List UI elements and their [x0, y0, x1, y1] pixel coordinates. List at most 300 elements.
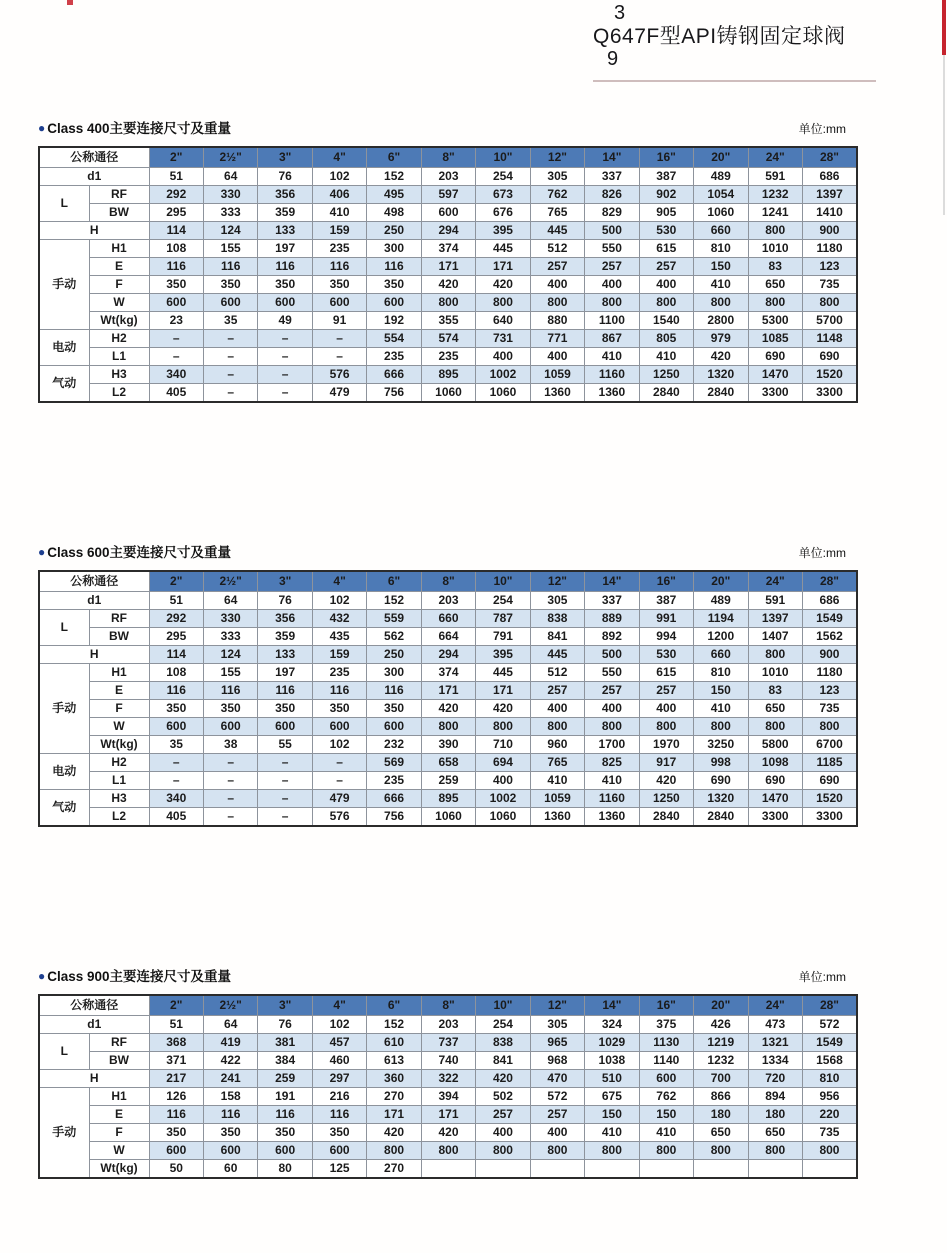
value-cell: 51 [149, 592, 203, 610]
value-cell: 102 [312, 168, 366, 186]
size-header-cell: 3" [258, 147, 312, 168]
value-cell: 76 [258, 168, 312, 186]
value-cell: – [203, 772, 257, 790]
value-cell: 395 [476, 646, 530, 664]
value-cell: 150 [585, 1106, 639, 1124]
value-cell: 489 [694, 168, 748, 186]
value-cell: 615 [639, 240, 693, 258]
value-cell: 826 [585, 186, 639, 204]
size-header-cell: 28" [802, 995, 857, 1016]
value-cell: 574 [421, 330, 475, 348]
value-cell: 998 [694, 754, 748, 772]
value-cell: 116 [149, 1106, 203, 1124]
table-block-1 [38, 541, 858, 827]
value-cell: 257 [530, 1106, 584, 1124]
table-row [39, 1070, 857, 1088]
value-cell: 1029 [585, 1034, 639, 1052]
section-bullet-icon: ● [38, 545, 46, 559]
value-cell: 1232 [748, 186, 802, 204]
value-cell: 1130 [639, 1034, 693, 1052]
table-row [39, 240, 857, 258]
value-cell: 473 [748, 1016, 802, 1034]
value-cell: 333 [203, 204, 257, 222]
nominal-diameter-header: 公称通径 [39, 571, 149, 592]
value-cell: 254 [476, 168, 530, 186]
section-head [38, 965, 858, 985]
value-cell: 1360 [530, 808, 584, 827]
value-cell: 102 [312, 736, 366, 754]
value-cell: 1060 [476, 384, 530, 403]
value-cell: 356 [258, 610, 312, 628]
table-row [39, 1034, 857, 1052]
value-cell: 1321 [748, 1034, 802, 1052]
value-cell: 512 [530, 240, 584, 258]
value-cell: 420 [639, 772, 693, 790]
value-cell: 333 [203, 628, 257, 646]
value-cell: 572 [802, 1016, 857, 1034]
value-cell: – [203, 808, 257, 827]
table-row [39, 384, 857, 403]
size-header-cell: 14" [585, 995, 639, 1016]
value-cell: – [258, 366, 312, 384]
size-header-cell: 24" [748, 995, 802, 1016]
size-header-cell: 20" [694, 571, 748, 592]
value-cell: 762 [530, 186, 584, 204]
value-cell: 1360 [585, 808, 639, 827]
value-cell: 337 [585, 592, 639, 610]
value-cell [639, 1160, 693, 1179]
value-cell: 800 [585, 1142, 639, 1160]
value-cell: 5700 [802, 312, 857, 330]
value-cell: 1002 [476, 790, 530, 808]
row-label: F [89, 1124, 149, 1142]
value-cell: 254 [476, 1016, 530, 1034]
value-cell: 350 [312, 1124, 366, 1142]
size-header-cell: 4" [312, 147, 366, 168]
value-cell: – [203, 384, 257, 403]
table-row [39, 1052, 857, 1070]
value-cell: 64 [203, 592, 257, 610]
size-header-cell: 12" [530, 147, 584, 168]
value-cell: 800 [748, 294, 802, 312]
value-cell: 300 [367, 664, 421, 682]
page-title: Q647F型API铸钢固定球阀 [593, 25, 846, 48]
table-row [39, 646, 857, 664]
value-cell: 666 [367, 366, 421, 384]
value-cell: 591 [748, 168, 802, 186]
size-header-cell: 6" [367, 995, 421, 1016]
page-number-bottom: 9 [607, 48, 619, 70]
table-row [39, 610, 857, 628]
value-cell: 690 [748, 348, 802, 366]
value-cell: 740 [421, 1052, 475, 1070]
value-cell: 406 [312, 186, 366, 204]
group-label: 气动 [39, 366, 89, 403]
page-edge-line [943, 55, 945, 215]
value-cell: 35 [203, 312, 257, 330]
value-cell: 676 [476, 204, 530, 222]
value-cell: 610 [367, 1034, 421, 1052]
value-cell: 330 [203, 610, 257, 628]
value-cell: 1219 [694, 1034, 748, 1052]
value-cell: 479 [312, 384, 366, 403]
value-cell: 91 [312, 312, 366, 330]
dimensions-table [38, 994, 858, 1179]
value-cell: 38 [203, 736, 257, 754]
value-cell: 791 [476, 628, 530, 646]
value-cell: 410 [639, 1124, 693, 1142]
value-cell: 203 [421, 592, 475, 610]
value-cell: 597 [421, 186, 475, 204]
value-cell: 1410 [802, 204, 857, 222]
table-row [39, 682, 857, 700]
value-cell: 731 [476, 330, 530, 348]
value-cell: – [258, 808, 312, 827]
value-cell: 800 [530, 294, 584, 312]
value-cell: 410 [530, 772, 584, 790]
value-cell: 1700 [585, 736, 639, 754]
value-cell: 159 [312, 646, 366, 664]
value-cell: 305 [530, 168, 584, 186]
value-cell: 1054 [694, 186, 748, 204]
value-cell: – [203, 754, 257, 772]
value-cell: 83 [748, 682, 802, 700]
value-cell: 292 [149, 610, 203, 628]
value-cell: 1549 [802, 1034, 857, 1052]
size-header-cell: 2½" [203, 995, 257, 1016]
section-title [38, 117, 231, 137]
value-cell: 257 [476, 1106, 530, 1124]
value-cell: 102 [312, 1016, 366, 1034]
size-header-cell: 20" [694, 995, 748, 1016]
value-cell: 640 [476, 312, 530, 330]
section-head [38, 117, 858, 137]
value-cell: 1470 [748, 366, 802, 384]
value-cell: 554 [367, 330, 421, 348]
value-cell: 1360 [585, 384, 639, 403]
value-cell: 960 [530, 736, 584, 754]
value-cell: 35 [149, 736, 203, 754]
value-cell: 400 [530, 348, 584, 366]
value-cell: – [258, 790, 312, 808]
value-cell: 116 [203, 258, 257, 276]
size-header-cell: 4" [312, 995, 366, 1016]
value-cell: 2840 [694, 384, 748, 403]
value-cell: 1320 [694, 790, 748, 808]
value-cell: 410 [312, 204, 366, 222]
value-cell: 1060 [694, 204, 748, 222]
value-cell: 254 [476, 592, 530, 610]
value-cell: 371 [149, 1052, 203, 1070]
value-cell: 650 [748, 700, 802, 718]
value-cell: 800 [639, 718, 693, 736]
group-label: 电动 [39, 330, 89, 366]
value-cell: 51 [149, 1016, 203, 1034]
title-divider [593, 80, 876, 82]
value-cell: 257 [639, 258, 693, 276]
value-cell: 420 [476, 700, 530, 718]
value-cell: 114 [149, 646, 203, 664]
nominal-diameter-header: 公称通径 [39, 995, 149, 1016]
value-cell: 350 [149, 1124, 203, 1142]
value-cell: 510 [585, 1070, 639, 1088]
value-cell: 2840 [694, 808, 748, 827]
value-cell: 664 [421, 628, 475, 646]
table-row [39, 628, 857, 646]
value-cell: 420 [421, 1124, 475, 1142]
row-label: Wt(kg) [89, 736, 149, 754]
value-cell: 350 [203, 1124, 257, 1142]
value-cell: 350 [149, 276, 203, 294]
table-row [39, 1088, 857, 1106]
table-row [39, 366, 857, 384]
value-cell: – [312, 348, 366, 366]
value-cell: 241 [203, 1070, 257, 1088]
value-cell: 6700 [802, 736, 857, 754]
value-cell: 1568 [802, 1052, 857, 1070]
row-label: H2 [89, 754, 149, 772]
section-bullet-icon: ● [38, 969, 46, 983]
value-cell: 825 [585, 754, 639, 772]
value-cell: 615 [639, 664, 693, 682]
value-cell: 979 [694, 330, 748, 348]
value-cell: 917 [639, 754, 693, 772]
value-cell: 426 [694, 1016, 748, 1034]
value-cell: 600 [258, 1142, 312, 1160]
unit-label: 单位:mm [798, 546, 846, 560]
value-cell: 108 [149, 240, 203, 258]
size-header-cell: 28" [802, 571, 857, 592]
value-cell: 294 [421, 222, 475, 240]
value-cell: 3300 [802, 384, 857, 403]
value-cell: 502 [476, 1088, 530, 1106]
table-row [39, 754, 857, 772]
header-row [39, 147, 857, 168]
value-cell: 124 [203, 646, 257, 664]
value-cell: 660 [694, 222, 748, 240]
value-cell: 384 [258, 1052, 312, 1070]
value-cell: 550 [585, 664, 639, 682]
value-cell: 686 [802, 592, 857, 610]
value-cell: – [203, 366, 257, 384]
value-cell [530, 1160, 584, 1179]
group-label: 电动 [39, 754, 89, 790]
header-row [39, 571, 857, 592]
size-header-cell: 24" [748, 147, 802, 168]
value-cell: 257 [530, 258, 584, 276]
value-cell: 479 [312, 790, 366, 808]
value-cell: 735 [802, 700, 857, 718]
row-label: L2 [89, 808, 149, 827]
size-header-cell: 10" [476, 147, 530, 168]
value-cell: 400 [476, 1124, 530, 1142]
value-cell: 180 [694, 1106, 748, 1124]
size-header-cell: 3" [258, 995, 312, 1016]
table-row [39, 258, 857, 276]
table-row [39, 808, 857, 827]
value-cell: 900 [802, 222, 857, 240]
value-cell: 800 [421, 718, 475, 736]
size-header-cell: 6" [367, 147, 421, 168]
value-cell: 259 [258, 1070, 312, 1088]
value-cell: 1060 [476, 808, 530, 827]
value-cell: 902 [639, 186, 693, 204]
value-cell: 390 [421, 736, 475, 754]
value-cell: 470 [530, 1070, 584, 1088]
value-cell: 5800 [748, 736, 802, 754]
value-cell: 3250 [694, 736, 748, 754]
value-cell: 259 [421, 772, 475, 790]
value-cell: 387 [639, 168, 693, 186]
value-cell: – [312, 772, 366, 790]
value-cell: 710 [476, 736, 530, 754]
value-cell: 235 [367, 772, 421, 790]
value-cell: 800 [530, 718, 584, 736]
value-cell: 600 [367, 294, 421, 312]
value-cell: 1098 [748, 754, 802, 772]
value-cell: 3300 [748, 808, 802, 827]
value-cell: 968 [530, 1052, 584, 1070]
table-row [39, 348, 857, 366]
value-cell: 500 [585, 222, 639, 240]
value-cell: 690 [802, 348, 857, 366]
value-cell: 432 [312, 610, 366, 628]
size-header-cell: 2½" [203, 571, 257, 592]
value-cell: 1250 [639, 366, 693, 384]
row-label: Wt(kg) [89, 1160, 149, 1179]
value-cell: 405 [149, 384, 203, 403]
value-cell: 690 [694, 772, 748, 790]
value-cell: 350 [203, 700, 257, 718]
row-label: H [39, 222, 149, 240]
value-cell: 613 [367, 1052, 421, 1070]
value-cell: 894 [748, 1088, 802, 1106]
value-cell: 150 [694, 682, 748, 700]
value-cell: 152 [367, 1016, 421, 1034]
value-cell: 250 [367, 222, 421, 240]
value-cell: 1180 [802, 240, 857, 258]
table-row [39, 592, 857, 610]
value-cell: 810 [694, 664, 748, 682]
value-cell: 866 [694, 1088, 748, 1106]
value-cell: 810 [802, 1070, 857, 1088]
value-cell: 800 [639, 1142, 693, 1160]
value-cell: 410 [585, 348, 639, 366]
table-row [39, 664, 857, 682]
value-cell: 220 [802, 1106, 857, 1124]
value-cell: 1250 [639, 790, 693, 808]
value-cell: 50 [149, 1160, 203, 1179]
value-cell: 445 [476, 240, 530, 258]
value-cell: 60 [203, 1160, 257, 1179]
table-row [39, 222, 857, 240]
value-cell: 420 [367, 1124, 421, 1142]
value-cell: 445 [530, 222, 584, 240]
section-head [38, 541, 858, 561]
value-cell: 829 [585, 204, 639, 222]
table-row [39, 204, 857, 222]
value-cell: 576 [312, 808, 366, 827]
value-cell: 192 [367, 312, 421, 330]
size-header-cell: 2½" [203, 147, 257, 168]
value-cell: 295 [149, 628, 203, 646]
value-cell: 892 [585, 628, 639, 646]
value-cell: 257 [585, 258, 639, 276]
size-header-cell: 12" [530, 571, 584, 592]
value-cell: 650 [748, 276, 802, 294]
value-cell: 675 [585, 1088, 639, 1106]
value-cell: 435 [312, 628, 366, 646]
value-cell: 800 [476, 718, 530, 736]
table-row [39, 790, 857, 808]
size-header-cell: 2" [149, 147, 203, 168]
value-cell: 771 [530, 330, 584, 348]
row-label: W [89, 294, 149, 312]
table-row [39, 1160, 857, 1179]
value-cell: 489 [694, 592, 748, 610]
size-header-cell: 6" [367, 571, 421, 592]
value-cell: 1470 [748, 790, 802, 808]
value-cell: 1397 [748, 610, 802, 628]
value-cell: 1185 [802, 754, 857, 772]
value-cell: 550 [585, 240, 639, 258]
value-cell: 152 [367, 592, 421, 610]
value-cell: 562 [367, 628, 421, 646]
nominal-diameter-header: 公称通径 [39, 147, 149, 168]
value-cell: 294 [421, 646, 475, 664]
value-cell: 800 [802, 294, 857, 312]
value-cell: 576 [312, 366, 366, 384]
value-cell: 800 [802, 1142, 857, 1160]
value-cell: 1060 [421, 384, 475, 403]
value-cell: 124 [203, 222, 257, 240]
value-cell: 80 [258, 1160, 312, 1179]
value-cell: 405 [149, 808, 203, 827]
value-cell: 2800 [694, 312, 748, 330]
dimensions-table [38, 570, 858, 827]
value-cell: 530 [639, 222, 693, 240]
size-header-cell: 24" [748, 571, 802, 592]
value-cell: 305 [530, 1016, 584, 1034]
value-cell: 350 [312, 276, 366, 294]
group-label: L [39, 1034, 89, 1070]
value-cell: 300 [367, 240, 421, 258]
table-block-0 [38, 117, 858, 403]
page-number-top: 3 [614, 2, 626, 24]
size-header-cell: 16" [639, 571, 693, 592]
value-cell: 1397 [802, 186, 857, 204]
value-cell: 2840 [639, 384, 693, 403]
value-cell: 1360 [530, 384, 584, 403]
value-cell: – [312, 754, 366, 772]
value-cell: 841 [476, 1052, 530, 1070]
value-cell: 1200 [694, 628, 748, 646]
value-cell: 400 [585, 700, 639, 718]
value-cell: 800 [421, 294, 475, 312]
value-cell: 600 [149, 294, 203, 312]
value-cell: 600 [203, 294, 257, 312]
value-cell: 445 [530, 646, 584, 664]
value-cell: 572 [530, 1088, 584, 1106]
value-cell: 400 [530, 276, 584, 294]
table-row [39, 700, 857, 718]
value-cell: 1241 [748, 204, 802, 222]
row-label: H [39, 1070, 149, 1088]
value-cell: 83 [748, 258, 802, 276]
value-cell: 235 [421, 348, 475, 366]
value-cell: 737 [421, 1034, 475, 1052]
row-label: H [39, 646, 149, 664]
